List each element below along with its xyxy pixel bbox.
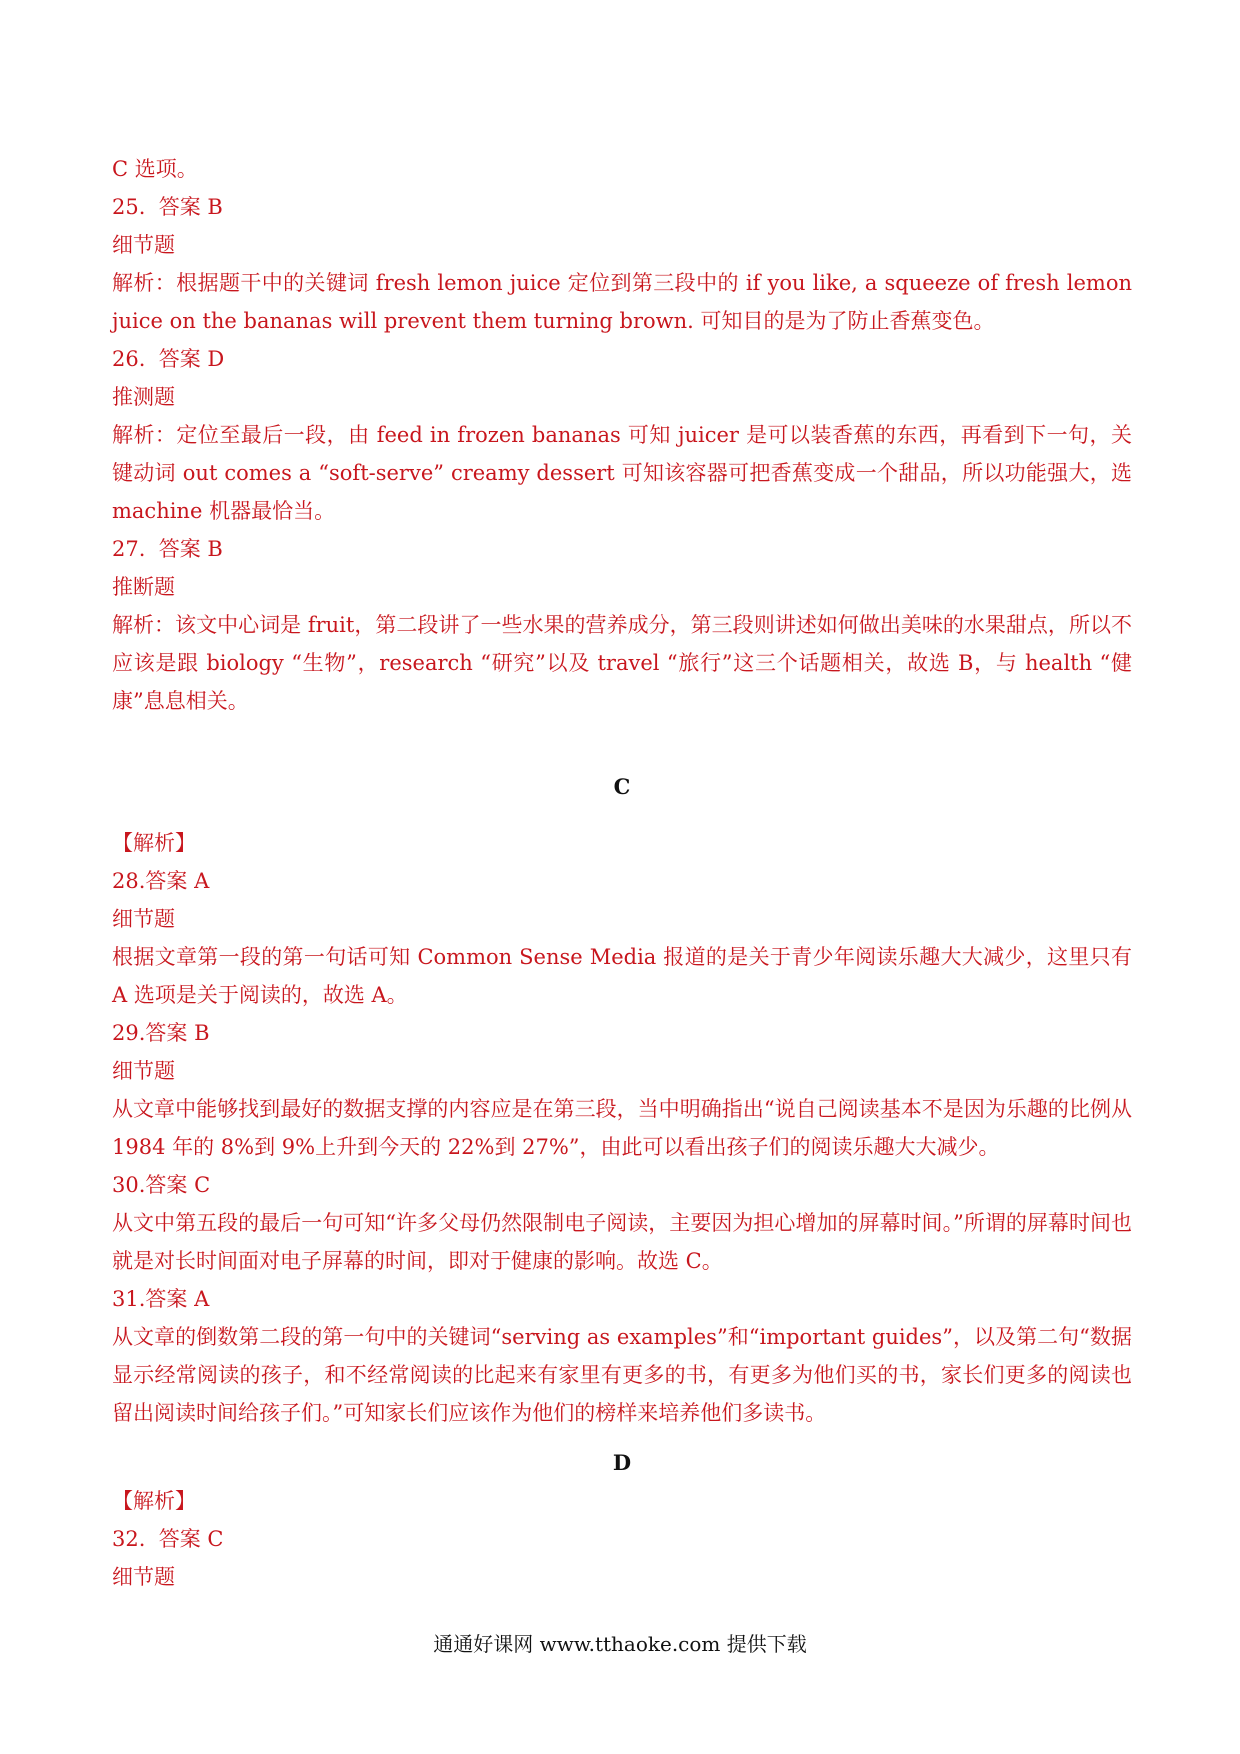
- answer-28: 28.答案 A: [112, 869, 210, 893]
- answer-26: 26. 答案 D: [112, 347, 225, 371]
- explanation-29: 从文章中能够找到最好的数据支撑的内容应是在第三段，当中明确指出“说自己阅读基本不是因为乐趣的比例从 1984 年的 8%到 9%上升到今天的 22%到 27%”，由此可以看出孩子们的阅读乐趣大大减少。: [112, 1097, 1132, 1159]
- answer-29: 29.答案 B: [112, 1021, 210, 1045]
- analysis-label: 【解析】: [112, 1489, 196, 1513]
- answer-27: 27. 答案 B: [112, 537, 223, 561]
- answer-25: 25. 答案 B: [112, 195, 223, 219]
- page-footer: 通通好课网 www.tthaoke.com 提供下载: [433, 1632, 807, 1656]
- answer-32: 32. 答案 C: [112, 1527, 224, 1551]
- question-type: 推测题: [112, 385, 175, 409]
- analysis-label: 【解析】: [112, 831, 196, 855]
- explanation-30: 从文中第五段的最后一句可知“许多父母仍然限制电子阅读，主要因为担心增加的屏幕时间。”所谓的屏幕时间也就是对长时间面对电子屏幕的时间，即对于健康的影响。故选 C。: [112, 1211, 1132, 1273]
- document-body: [112, 150, 1132, 1596]
- question-type: 细节题: [112, 1565, 175, 1589]
- explanation-26: 解析：定位至最后一段，由 feed in frozen bananas 可知 juicer 是可以装香蕉的东西，再看到下一句，关键动词 out comes a “soft-serve” creamy dessert 可知该容器可把香蕉变成一个甜品，所以功能强大，选 machine 机器最恰当。: [112, 423, 1132, 523]
- question-type: 细节题: [112, 1059, 175, 1083]
- explanation-25: 解析：根据题干中的关键词 fresh lemon juice 定位到第三段中的 if you like, a squeeze of fresh lemon juice on the bananas will prevent them turning brown. 可知目的是为了防止香蕉变色。: [112, 271, 1132, 333]
- question-type: 细节题: [112, 907, 175, 931]
- explanation-27: 解析：该文中心词是 fruit，第二段讲了一些水果的营养成分，第三段则讲述如何做出美味的水果甜点，所以不应该是跟 biology “生物”，research “研究”以及 travel “旅行”这三个话题相关，故选 B，与 health “健康”息息相关。: [112, 613, 1132, 713]
- answer-30: 30.答案 C: [112, 1173, 211, 1197]
- question-type: 细节题: [112, 233, 175, 257]
- question-type: 推断题: [112, 575, 175, 599]
- section-heading-d: D: [612, 1450, 632, 1475]
- explanation-28: 根据文章第一段的第一句话可知 Common Sense Media 报道的是关于青少年阅读乐趣大大减少，这里只有 A 选项是关于阅读的，故选 A。: [112, 945, 1132, 1007]
- explanation-31: 从文章的倒数第二段的第一句中的关键词“serving as examples”和“important guides”，以及第二句“数据显示经常阅读的孩子，和不经常阅读的比起来有家里有更多的书，有更多为他们买的书，家长们更多的阅读也留出阅读时间给孩子们。”可知家长们应该作为他们的榜样来培养他们多读书。: [112, 1325, 1132, 1425]
- answer-31: 31.答案 A: [112, 1287, 210, 1311]
- text-line: C 选项。: [112, 157, 198, 181]
- section-heading-c: C: [613, 774, 631, 799]
